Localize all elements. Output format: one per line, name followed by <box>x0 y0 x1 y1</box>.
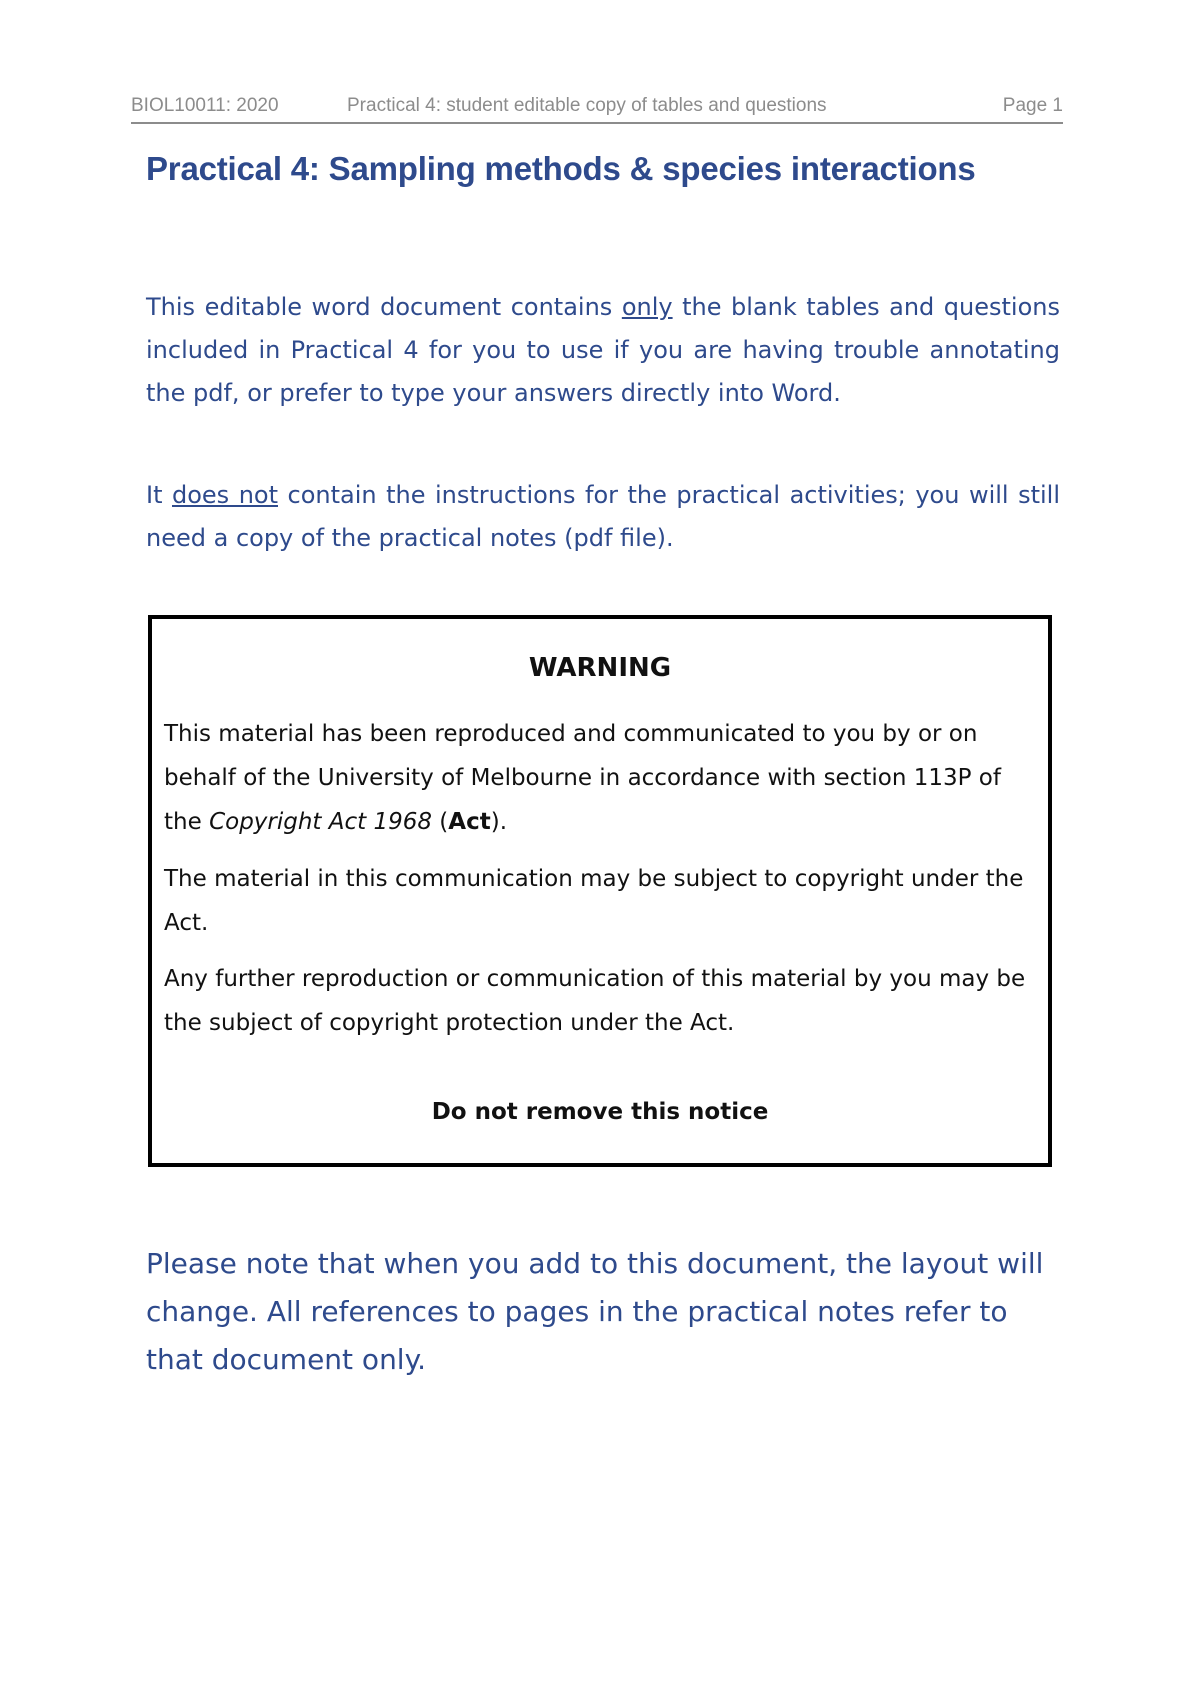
page-title: Practical 4: Sampling methods & species interactions <box>146 150 976 187</box>
warning-act-abbrev: Act <box>448 809 491 835</box>
warning-1-text: This material has been reproduced and communicated to you by or on behalf of the University of Melbourne in accordance with section 113P of the <box>164 721 1001 835</box>
intro-1-text-end: the blank tables and questions included in Practical 4 for you to use if you are having trouble annotating the pdf, or prefer to type your answers directly into Word. <box>146 293 1060 407</box>
warning-act-name: Copyright Act 1968 <box>209 809 432 835</box>
warning-paragraph-3: Any further reproduction or communication of this material by you may be the subject of copyright protection under the Act. <box>164 966 1026 1036</box>
warning-footer: Do not remove this notice <box>431 1099 769 1125</box>
warning-title: WARNING <box>528 653 672 683</box>
intro-1-text-start: This editable word document contains <box>146 293 622 321</box>
intro-paragraph-2 <box>146 474 1060 560</box>
layout-note: Please note that when you add to this document, the layout will change. All references to pages in the practical notes refer to that document only. <box>146 1247 1044 1376</box>
header-doc-title: Practical 4: student editable copy of tables and questions <box>347 95 827 116</box>
intro-paragraph-1 <box>146 286 1060 415</box>
header-page-number: Page 1 <box>1002 95 1063 116</box>
warning-paragraph-2: The material in this communication may be subject to copyright under the Act. <box>164 866 1024 936</box>
intro-2-text-end: contain the instructions for the practical activities; you will still need a copy of the practical notes (pdf file). <box>146 481 1061 552</box>
warning-1-paren-open: ( <box>432 809 449 835</box>
warning-paragraph-1 <box>164 712 1034 844</box>
warning-1-paren-close: ). <box>490 809 508 835</box>
page-header <box>131 92 1063 124</box>
copyright-warning-box <box>148 615 1052 1167</box>
intro-2-text-start: It <box>146 481 172 509</box>
header-course: BIOL10011: 2020 <box>131 95 279 116</box>
intro-1-underlined: only <box>621 293 673 321</box>
intro-2-underlined: does not <box>172 481 278 509</box>
